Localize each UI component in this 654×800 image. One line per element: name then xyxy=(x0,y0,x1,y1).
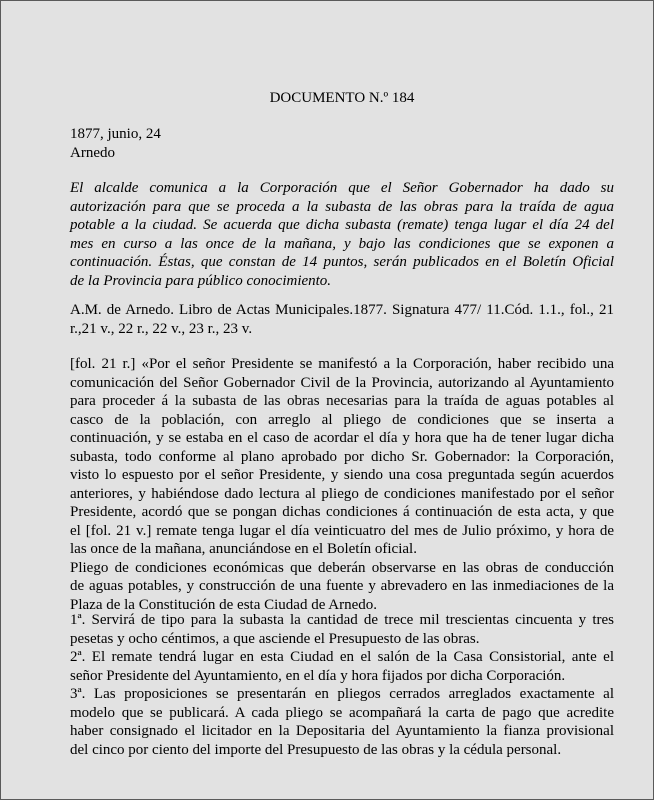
body-line: casco de la población, con arreglo al pliego de condiciones que se inserta a xyxy=(70,411,614,428)
document-date: 1877, junio, 24 xyxy=(70,126,161,142)
summary-line: El alcalde comunica a la Corporación que el Señor Gobernador ha dado su xyxy=(70,180,614,196)
summary-line: continuación. Éstas, que constan de 14 puntos, serán publicados en el Boletín Oficial xyxy=(70,254,614,270)
condition-line: 1ª. Servirá de tipo para la subasta la cantidad de trece mil trescientas cincuenta y tres xyxy=(70,612,614,628)
condition-line: 3ª. Las proposiciones se presentarán en pliegos cerrados arreglados exactamente al xyxy=(70,686,614,702)
body-text xyxy=(70,355,614,614)
document-title: DOCUMENTO N.º 184 xyxy=(269,90,415,106)
body-line: las once de la mañana, anunciándose en el Boletín oficial. xyxy=(70,541,417,557)
summary-line: potable a la ciudad. Se acuerda que dicha subasta (remate) tenga lugar el día 24 del xyxy=(70,217,614,233)
body-line: visto lo espuesto por el señor Presidente, y siendo una cosa preguntada según acuerdos xyxy=(70,467,614,483)
condition-line: del cinco por ciento del importe del Presupuesto de las obras y la cédula personal. xyxy=(70,741,562,758)
condition-line: señor Presidente del Ayuntamiento, en el día y hora fijados por dicha Corporación. xyxy=(70,667,566,684)
body-line: anteriores, y habiéndose dado lectura al pliego de condiciones manifestado por el señor xyxy=(70,485,614,502)
condition-line: haber consignado el licitador en la Depositaria del Ayuntamiento la fianza provisional xyxy=(70,723,614,739)
source-reference xyxy=(70,301,614,338)
conditions-list xyxy=(70,611,614,759)
summary-paragraph xyxy=(70,179,614,290)
document-place: Arnedo xyxy=(70,145,115,161)
body-line: comunicación del Señor Gobernador Civil de la Provincia, autorizando al Ayuntamiento xyxy=(70,374,614,391)
body-line: continuación, y se estaba en el caso de acordar el día y hora que ha de tener lugar dicha xyxy=(70,430,614,446)
body-line: [fol. 21 r.] «Por el señor Presidente se manifestó a la Corporación, haber recibido una xyxy=(70,356,614,372)
body-line: de aguas potables, y construcción de una fuente y abrevadero en las inmediaciones de la xyxy=(70,578,614,594)
condition-line: pesetas y ocho céntimos, a que asciende el Presupuesto de las obras. xyxy=(70,630,480,647)
body-line: Plaza de la Constitución de esta Ciudad de Arnedo. xyxy=(70,596,378,613)
body-line: el [fol. 21 v.] remate tenga lugar el día veinticuatro del mes de Julio próximo, y hora de xyxy=(70,522,614,539)
summary-line: de la Provincia para público conocimiento. xyxy=(70,272,332,289)
body-line: Pliego de condiciones económicas que deberán observarse en las obras de conducción xyxy=(70,559,614,576)
condition-line: modelo que se publicará. A cada pliego se acompañará la carta de pago que acredite xyxy=(70,704,614,721)
condition-line: 2ª. El remate tendrá lugar en esta Ciudad en el salón de la Casa Consistorial, ante el xyxy=(70,649,614,665)
body-line: Presidente, acordó que se pongan dichas condiciones á continuación de esta acta, y que xyxy=(70,504,614,520)
body-line: para proceder á la subasta de las obras necesarias para la traída de aguas potables al xyxy=(70,393,614,409)
body-line: subasta, todo conforme al plano aprobado por dicho Sr. Gobernador: la Corporación, xyxy=(70,448,614,465)
source-line: r.,21 v., 22 r., 22 v., 23 r., 23 v. xyxy=(70,320,253,337)
source-line: A.M. de Arnedo. Libro de Actas Municipales.1877. Signatura 477/ 11.Cód. 1.1., fol., 21 xyxy=(70,302,614,318)
summary-line: mes en curso a las once de la mañana, y bajo las condiciones que se exponen a xyxy=(70,235,614,252)
summary-line: autorización para que se proceda a la subasta de las obras para la traída de agua xyxy=(70,198,614,215)
